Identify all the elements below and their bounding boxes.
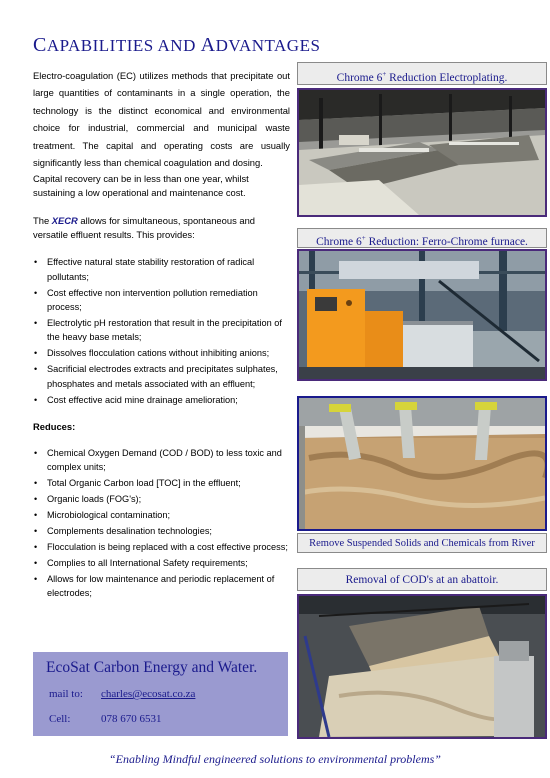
reduces-list <box>33 446 290 601</box>
caption-ferro-chrome: Chrome 6+ Reduction: Ferro-Chrome furnace. <box>297 228 547 248</box>
photo-river-treatment <box>297 396 547 531</box>
list-item: • Dissolves flocculation cations without inhibiting anions; <box>47 346 290 360</box>
photo-electroplating-plant <box>297 88 547 217</box>
capital-paragraph: Capital recovery can be in less than one year, whilst sustaining a low operational and maintenance cost. <box>33 173 249 199</box>
intro-paragraph: Electro-coagulation (EC) utilizes methods that precipitate out large quantities of contaminants in a single operation, the technology is the distinct economical and environmental choice for industrial, commercial and municipal waste treatment. The capital and operating costs are usually significantly less than chemical coagulation and dosing. <box>33 70 290 169</box>
caption-river: Remove Suspended Solids and Chemicals from River <box>297 533 547 553</box>
caption-abattoir: Removal of COD's at an abattoir. <box>297 568 547 591</box>
list-item: • Sacrificial electrodes extracts and precipitates sulphates, phosphates and metals associated with an effluent; <box>47 362 290 391</box>
list-item: • Complements desalination technologies; <box>47 524 290 538</box>
list-item: • Allows for low maintenance and periodic replacement of electrodes; <box>47 572 290 601</box>
cell-row <box>49 713 162 725</box>
list-item: • Complies to all International Safety requirements; <box>47 556 290 570</box>
xecr-paragraph: The XECR allows for simultaneous, spontaneous and versatile effluent results. This provides: <box>33 215 256 241</box>
company-name: EcoSat Carbon Energy and Water. <box>46 659 258 676</box>
list-item: • Flocculation is being replaced with a cost effective process; <box>47 540 290 554</box>
list-item: • Electrolytic pH restoration that result in the precipitation of the heavy base metals; <box>47 316 290 345</box>
cell-label: Cell: <box>49 713 71 725</box>
photo-abattoir <box>297 594 547 739</box>
provides-list <box>33 255 290 407</box>
mail-label: mail to: <box>49 688 83 700</box>
footer-tagline: “Enabling Mindful engineered solutions to environmental problems” <box>109 752 441 766</box>
list-item: • Organic loads (FOG's); <box>47 492 290 506</box>
list-item: • Total Organic Carbon load [TOC] in the effluent; <box>47 476 290 490</box>
phone-number: 078 670 6531 <box>101 713 162 725</box>
list-item: • Chemical Oxygen Demand (COD / BOD) to less toxic and complex units; <box>47 446 290 475</box>
left-column <box>33 34 321 602</box>
photo-ferro-chrome-furnace <box>297 249 547 381</box>
mail-row <box>49 688 195 700</box>
reduces-heading: Reduces: <box>33 421 76 432</box>
page-title: CAPABILITIES AND ADVANTAGES <box>33 34 321 56</box>
xecr-name: XECR <box>51 215 78 227</box>
list-item: • Microbiological contamination; <box>47 508 290 522</box>
email-link[interactable]: charles@ecosat.co.za <box>101 688 196 700</box>
caption-electroplating: Chrome 6+ Reduction Electroplating. <box>297 62 547 85</box>
list-item: • Effective natural state stability restoration of radical pollutants; <box>47 255 290 284</box>
list-item: • Cost effective acid mine drainage amelioration; <box>47 393 290 407</box>
list-item: • Cost effective non intervention pollution remediation process; <box>47 286 290 315</box>
contact-box <box>33 652 288 736</box>
